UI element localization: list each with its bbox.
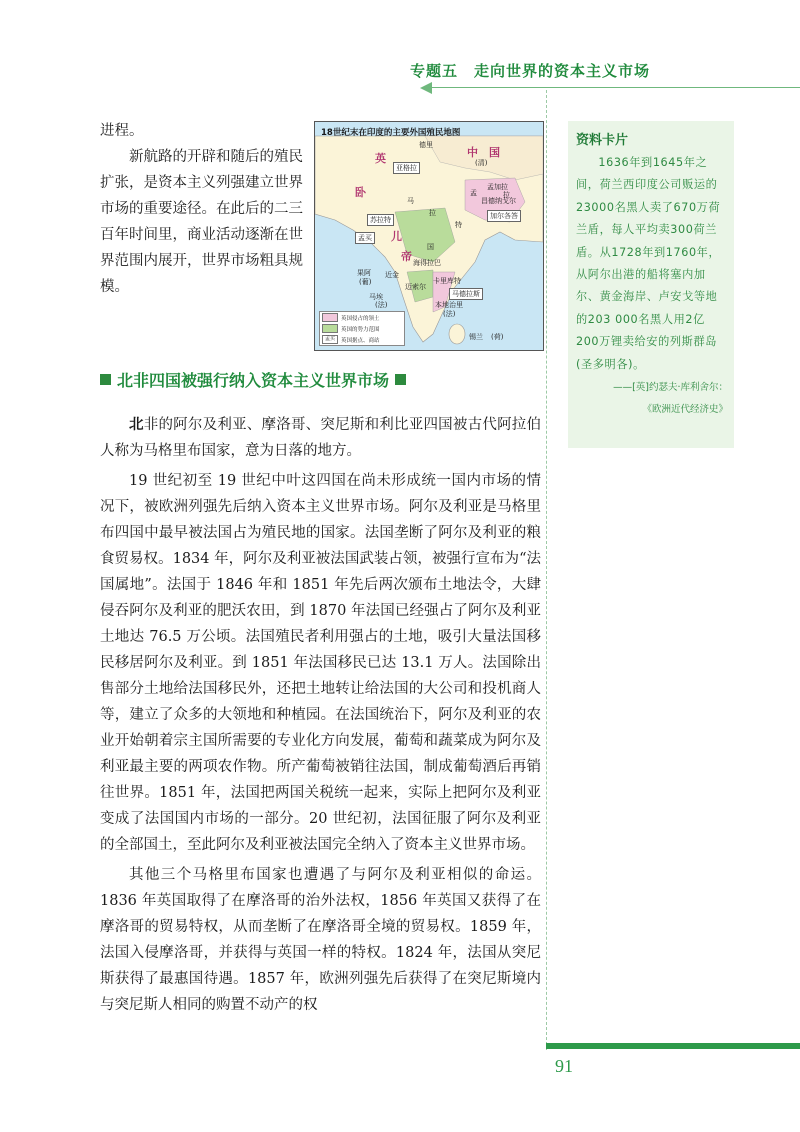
legend-row-posts <box>320 334 404 345</box>
data-card <box>568 121 734 448</box>
map-label-hyderabad: 海得拉巴 <box>413 259 441 267</box>
body-paragraph-3: 其他三个马格里布国家也遭遇了与阿尔及利亚相似的命运。1836 年英国取得了在摩洛哥的治外法权，1856 年英国又获得了在摩洛哥的贸易特权，从而垄断了在摩洛哥全境的贸易权。1859 年，法国入侵摩洛哥，并获得与英国一样的特权。1824 年，法国从突尼斯获得了最惠国待遇。1857 年，欧洲列强先后获得了在突尼斯境内与突尼斯人相同的购置不动产的权 <box>100 867 541 1013</box>
map-label-pondicherry-fa: (法) <box>443 310 456 318</box>
map-label-china: 中 国 <box>467 146 500 159</box>
intro-line: 进程。 <box>100 123 144 139</box>
map-label-goa: 果阿 <box>357 269 371 277</box>
map-label-meng: 孟 <box>470 189 477 197</box>
map-label-bengal-region: 孟加拉 <box>487 183 508 191</box>
legend-swatch-pink <box>322 313 338 322</box>
map-title: 18世纪末在印度的主要外国殖民地图 <box>321 128 461 138</box>
map-label-goa-pu: (葡) <box>359 278 372 286</box>
legend-row-british <box>320 312 404 323</box>
legend-swatch-green <box>322 324 338 333</box>
card-text: 1636年到1645年之间，荷兰西印度公司贩运的23000名黑人卖了670万荷兰盾，每人平均卖300荷兰盾。从1728年到1760年，从阿尔出港的船将塞内加尔、黄金海岸、卢安戈等地的203 000名黑人用2亿200万锂卖给安的列斯群岛(圣多明各)。 <box>576 156 721 371</box>
square-bullet-icon <box>395 374 406 385</box>
legend-swatch-box: 孟买 <box>322 335 338 344</box>
map-label-surat: 苏拉特 <box>367 214 394 226</box>
map-label-mysore: 迈索尔 <box>405 283 426 291</box>
map-label-qing: (清) <box>475 159 488 167</box>
legend-label: 英国据点、商站 <box>341 337 380 344</box>
legend-label: 英国的势力范围 <box>341 326 380 333</box>
section-heading-text: 北非四国被强行纳入资本主义世界市场 <box>117 371 390 390</box>
map-label-delhi: 德里 <box>419 141 433 149</box>
map-label-ma: 马 <box>407 197 414 205</box>
map-label-ceylon: 锡兰 <box>469 333 483 341</box>
map-legend <box>319 311 405 346</box>
card-source-book: 《欧洲近代经济史》 <box>642 404 728 416</box>
section-heading <box>100 368 540 391</box>
intro-text <box>100 118 308 300</box>
margin-divider <box>546 90 547 1050</box>
body-paragraph-1 <box>100 412 541 464</box>
page-number: 91 <box>555 1056 573 1076</box>
map-label-la2: 拉 <box>429 209 436 217</box>
square-bullet-icon <box>100 374 111 385</box>
map-label-mahe: 马埃 <box>369 293 383 301</box>
card-title: 资料卡片 <box>576 133 629 148</box>
map-label-te: 特 <box>455 221 462 229</box>
legend-row-influence <box>320 323 404 334</box>
map-label-guo: 国 <box>427 243 434 251</box>
card-source-author: ——[英]约瑟夫·库利舍尔： <box>613 382 728 394</box>
india-colonial-map <box>314 121 544 351</box>
footer-bar <box>546 1043 800 1049</box>
map-label-pondicherry: 本地治里 <box>435 301 463 309</box>
map-label-wo: 卧 <box>355 186 366 199</box>
map-label-di: 帝 <box>401 250 412 263</box>
chapter-header: 专题五 走向世界的资本主义市场 <box>410 62 651 80</box>
map-label-agra: 亚格拉 <box>393 162 420 174</box>
map-label-mahe-fa: (法) <box>375 301 388 309</box>
main-body <box>100 412 541 1022</box>
map-label-madras: 马德拉斯 <box>449 288 483 300</box>
map-label-la: 拉 <box>503 191 510 199</box>
map-label-jin: 近金 <box>385 271 399 279</box>
legend-label: 英国侵占的领土 <box>341 315 380 322</box>
map-label-chandernagore: 昌德纳戈尔 <box>481 197 516 205</box>
header-arrow-icon <box>420 82 432 94</box>
map-label-ceylon-he: (荷) <box>491 333 504 341</box>
map-label-calcutta: 加尔各答 <box>487 210 521 222</box>
map-label-bombay: 孟买 <box>355 232 375 244</box>
map-label-er: 儿 <box>391 230 402 243</box>
paragraph-text: 非的阿尔及利亚、摩洛哥、突尼斯和利比亚四国被古代阿拉伯人称为马格里布国家，意为日落的地方。 <box>100 417 542 459</box>
header-rule <box>430 87 800 88</box>
body-paragraph-2: 19 世纪初至 19 世纪中叶这四国在尚未形成统一国内市场的情况下，被欧洲列强先后纳入资本主义世界市场。阿尔及利亚是马格里布四国中最早被法国占为殖民地的国家。法国垄断了阿尔及利亚的粮食贸易权。1834 年，阿尔及利亚被法国武装占领，被强行宣布为“法国属地”。法国于 1846 年和 1851 年先后两次颁布土地法令，大肆侵吞阿尔及利亚的肥沃农田，到 1870 年法国已经强占了阿尔及利亚土地达 76.5 万公顷。法国殖民者利用强占的土地，吸引大量法国移民移居阿尔及利亚。到 1851 年法国移民已达 13.1 万人。法国除出售部分土地给法国移民外，还把土地转让给法国的大公司和投机商人等，建立了众多的大领地和种植园。在法国统治下，阿尔及利亚的农业开始朝着宗主国所需要的专业化方向发展，葡萄和蔬菜成为阿尔及利亚最主要的两项农作物。所产葡萄被销往法国，制成葡萄酒后再销往世界。1851 年，法国把两国关税统一起来，实际上把阿尔及利亚变成了法国国内市场的一部分。20 世纪初，法国征服了阿尔及利亚的全部国土，至此阿尔及利亚被法国完全纳入了资本主义世界市场。 <box>100 473 541 853</box>
drop-char: 北 <box>129 416 144 433</box>
map-label-ying: 英 <box>375 152 386 165</box>
intro-paragraph: 新航路的开辟和随后的殖民扩张，是资本主义列强建立世界市场的重要途径。在此后的二三百年时间里，商业活动逐渐在世界范围内展开，世界市场粗具规模。 <box>100 149 303 295</box>
map-label-karikal: 卡里库特 <box>433 277 461 285</box>
